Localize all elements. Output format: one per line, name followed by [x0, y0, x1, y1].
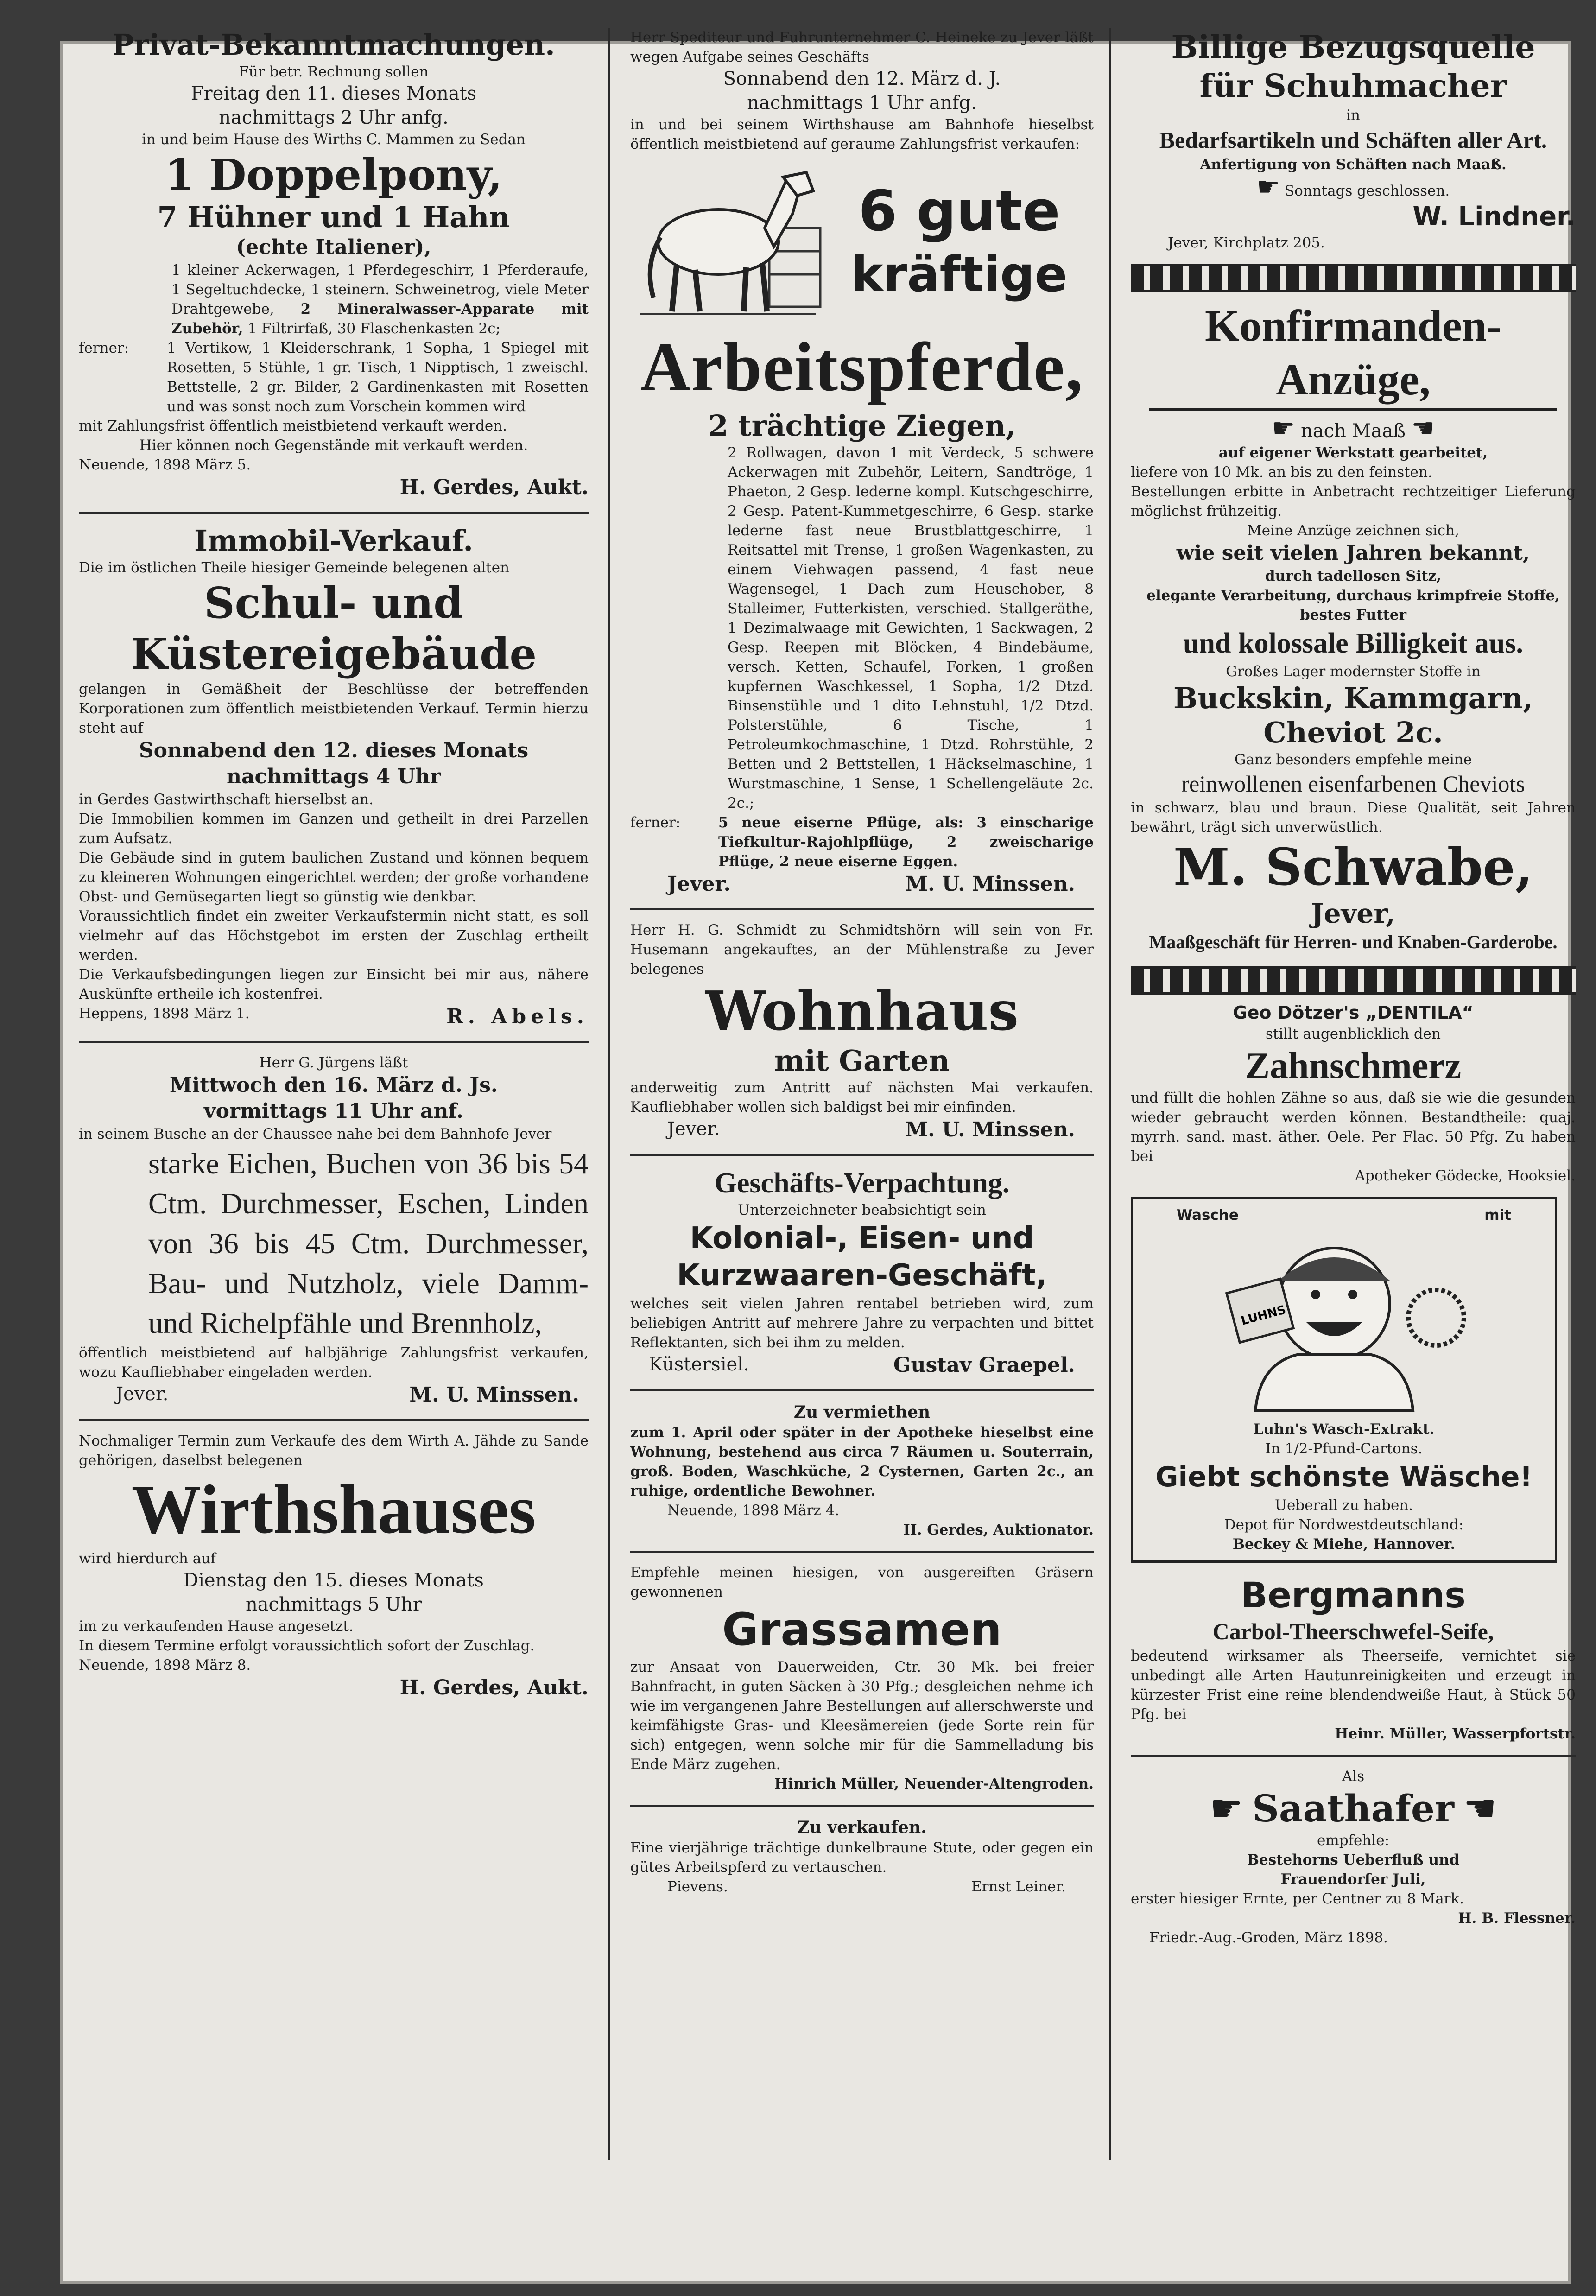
ad-title: Konfirmanden-Anzüge,: [1204, 301, 1502, 404]
ad-grassamen: [630, 1563, 1094, 1794]
ad-text: Eine vierjährige trächtige dunkelbraune Stute, oder gegen ein gütes Arbeitspferd zu vertauschen.: [630, 1839, 1094, 1876]
ad-holzverkauf: [79, 1053, 589, 1408]
ad-item-headline: kräftige: [851, 246, 1068, 303]
ad-highlight: Buckskin, Kammgarn,: [1173, 681, 1533, 715]
ad-product: Luhn's Wasch-Extrakt.: [1253, 1421, 1435, 1438]
ad-item-headline: starke Eichen, Buchen von 36 bis 54 Ctm. Durchmesser, Eschen, Linden von 36 bis 45 Ctm. Durchmesser, Bau- und Nutzholz, viele Damm- und Richelpfähle und Brennholz,: [148, 1147, 589, 1339]
ad-subtitle: mit Garten: [774, 1044, 950, 1078]
ad-title: Geo Dötzer's „DENTILA“: [1233, 1002, 1474, 1023]
ad-signature: Heinr. Müller, Wasserpfortstr.: [1335, 1725, 1576, 1742]
ad-text: zur Ansaat von Dauerweiden, Ctr. 30 Mk. bei freier Bahnfracht, in guten Säcken à 30 Pfg.; desgleichen nehme ich wie im vergangenen Jahre Bestellungen auf allerschwerste und keimfähigste Gras- und Kleesämereien (jede Sorte rein für sich) entgegen, wenn solche mir für die Sammelladung bis Ende März zugehen.: [630, 1659, 1094, 1773]
ad-item-headline: 1 Doppelpony,: [165, 150, 503, 200]
ad-text: In 1/2-Pfund-Cartons.: [1265, 1440, 1423, 1457]
ad-title: Bergmanns: [1241, 1574, 1466, 1616]
ad-text: Ueberall zu haben.: [1274, 1497, 1413, 1514]
luhns-box-text: LUHNS: [1239, 1303, 1288, 1328]
ad-time: nachmittags 5 Uhr: [245, 1594, 422, 1615]
ad-terms: mit Zahlungsfrist öffentlich meistbietend verkauft werden.: [79, 418, 507, 434]
ad-text: erster hiesiger Ernte, per Centner zu 8 Mark.: [1131, 1890, 1464, 1907]
ad-vermiethen: [630, 1402, 1094, 1540]
ad-item-headline: 6 gute: [858, 179, 1060, 244]
ad-signature: Apotheker Gödecke, Hooksiel.: [1355, 1167, 1576, 1184]
ad-text: zum 1. April oder später in der Apotheke hieselbst eine Wohnung, bestehend aus circa 7 Räumen u. Souterrain, groß. Boden, Waschküche, 2 Cysternen, Garten 2c., an ruhige, ordentliche Bewohner.: [630, 1424, 1094, 1499]
ad-signature: W. Lindner.: [1412, 202, 1576, 232]
ad-wohnhaus: [630, 920, 1094, 1143]
section-heading: Immobil-Verkauf.: [194, 524, 474, 558]
ad-signature-place: Jever.: [667, 872, 731, 896]
ad-date: Sonnabend den 12. März d. J.: [723, 68, 1001, 89]
ad-ferner: [630, 813, 1094, 871]
title-underline: [1149, 408, 1557, 411]
ad-terms: öffentlich meistbietend auf halbjährige Zahlungsfrist verkaufen, wozu Kaufliebhaber eingeladen werden.: [79, 1345, 589, 1381]
ad-text: Bestehorns Ueberfluß und: [1247, 1852, 1460, 1868]
ad-signature: M. U. Minssen.: [409, 1383, 579, 1407]
ad-text: Die Immobilien kommen im Ganzen und getheilt in drei Parzellen zum Aufsatz.: [79, 811, 589, 847]
ad-subtitle: Anfertigung von Schäften nach Maaß.: [1200, 156, 1507, 173]
ad-auction-doppelpony: [79, 28, 589, 501]
ad-signature-place: Küstersiel.: [649, 1354, 749, 1375]
ad-title: Kolonial-, Eisen- und Kurzwaaren-Geschäft,: [677, 1221, 1047, 1293]
ad-title: für Schuhmacher: [1199, 68, 1507, 105]
column-divider: [608, 28, 610, 2160]
pointing-hand-icon: ☛: [1256, 172, 1280, 202]
ad-signature: H. B. Flessner.: [1458, 1910, 1576, 1927]
ad-text: Die im östlichen Theile hiesiger Gemeinde belegenen alten: [79, 559, 510, 576]
ad-signature: M. U. Minssen.: [905, 872, 1075, 896]
ad-time: nachmittags 4 Uhr: [226, 765, 441, 788]
ad-dateline: Neuende, 1898 März 8.: [79, 1657, 251, 1674]
divider: [630, 1551, 1094, 1553]
divider: [79, 1041, 589, 1043]
ad-text: durch tadellosen Sitz,: [1265, 568, 1442, 584]
ad-date: Mittwoch den 16. März d. Js.: [169, 1073, 498, 1097]
ornament-border: [1131, 264, 1576, 292]
ferner-text: 5 neue eiserne Pflüge, als: 3 einscharige Tiefkultur-Rajohlpflüge, 2 zweischarige Pflüge, 2 neue eiserne Eggen.: [718, 814, 1094, 870]
ad-place: in und bei seinem Wirthshause am Bahnhofe hieselbst öffentlich meistbietend auf geraume Zahlungsfrist verkaufen:: [630, 116, 1094, 152]
ad-text: Depot für Nordwestdeutschland:: [1224, 1516, 1464, 1533]
ad-text: Großes Lager modernster Stoffe in: [1226, 663, 1481, 680]
ad-label: Wasche: [1177, 1207, 1239, 1224]
ad-item-headline: (echte Italiener),: [236, 235, 431, 259]
ferner-text: 1 Vertikow, 1 Kleiderschrank, 1 Sopha, 1 Spiegel mit Rosetten, 5 Stühle, 1 gr. Tisch, 1 Nipptisch, 1 zweischl. Bettstelle, 2 gr. Bilder, 2 Gardinenkasten mit Rosetten und was sonst noch zum Vorschein kommen wird: [167, 340, 589, 415]
ad-text: Nochmaliger Termin zum Verkaufe des dem Wirth A. Jähde zu Sande gehörigen, daselbst belegenen: [79, 1433, 589, 1469]
ferner-label: ferner:: [79, 340, 129, 356]
ad-signature-place: Pievens.: [667, 1878, 728, 1895]
ad-text: im zu verkaufenden Hause angesetzt.: [79, 1618, 354, 1635]
divider: [79, 512, 589, 514]
ad-list: 2 Rollwagen, davon 1 mit Verdeck, 5 schwere Ackerwagen mit Zubehör, Leitern, Sandtröge, 1 Phaeton, 2 Gesp. lederne kompl. Kutschgeschirre, 2 Gesp. Patent-Kummetgeschirre, 6 Gesp. starke lederne fast neue Brustblattgeschirre, 1 Reitsattel mit Trense, 1 großen Wagenkasten, zu einem Viehwagen passend, 4 fast neue Wagensegel, 1 Dach zum Heuschober, 8 Stalleimer, Futterkisten, verschied. Stallgeräthe, 1 Dezimalwaage mit Gewichten, 1 Sackwagen, 2 Gesp. Reepen mit Blöcken, 4 Bindebäume, versch. Ketten, Schaufel, Forken, 1 großen kupfernen Waschkessel, 1 Sopha, 1/2 Dtzd. Binsenstühle und 1 dito Lehnstuhl, 1/2 Dtzd. Polsterstühle, 6 Tische, 1 Petroleumkochmaschine, 1 Dtzd. Rohrstühle, 2 Betten und 2 Bettstellen, 1 Häckselmaschine, 1 Wurstmaschine, 1 Sense, 1 Schellengeläute 2c. 2c.;: [728, 444, 1094, 812]
ad-text: In diesem Termine erfolgt voraussichtlich sofort der Zuschlag.: [79, 1637, 535, 1654]
ad-highlight: und kolossale Billigkeit aus.: [1183, 628, 1523, 659]
divider: [79, 1419, 589, 1421]
ad-signature: Ernst Leiner.: [971, 1878, 1066, 1895]
ad-text: Für betr. Rechnung sollen: [239, 63, 429, 80]
ad-date: Freitag den 11. dieses Monats: [190, 83, 477, 104]
ad-company: Beckey & Miehe, Hannover.: [1232, 1536, 1456, 1553]
ad-text: Frauendorfer Juli,: [1280, 1871, 1426, 1888]
ad-signature: H. Gerdes, Aukt.: [399, 476, 589, 499]
ad-text: und füllt die hohlen Zähne so aus, daß sie wie die gesunden wieder gebraucht werden können. Bestandtheile: quaj. myrrh. sand. mast. äther. Oele. Per Flac. 50 Pfg. Zu haben bei: [1131, 1090, 1576, 1165]
ad-item-headline: 7 Hühner und 1 Hahn: [157, 200, 510, 234]
ad-subtitle: stillt augenblicklich den: [1265, 1026, 1441, 1042]
ad-luhns-wasch-extrakt: [1131, 1197, 1557, 1563]
ad-closed-line: [1131, 174, 1576, 201]
ad-text: anderweitig zum Antritt auf nächsten Mai verkaufen. Kaufliebhaber wollen sich baldigst bei mir einfinden.: [630, 1079, 1094, 1116]
ad-text: in Gerdes Gastwirthschaft hierselbst an.: [79, 791, 374, 808]
ad-title: Bedarfsartikeln und Schäften aller Art.: [1159, 127, 1547, 153]
ad-note: Hier können noch Gegenstände mit verkauft werden.: [139, 437, 528, 454]
ad-title: Küstereigebäude: [130, 629, 537, 679]
ad-text: wird hierdurch auf: [79, 1550, 216, 1567]
ad-highlight: wie seit vielen Jahren bekannt,: [1176, 541, 1530, 565]
ad-place: in seinem Busche an der Chaussee nahe bei dem Bahnhofe Jever: [79, 1126, 552, 1142]
ad-text: elegante Verarbeitung, durchaus krimpfreie Stoffe, bestes Futter: [1146, 587, 1560, 623]
ad-signature: R. Abels.: [446, 1005, 589, 1028]
ad-signature: H. Gerdes, Aukt.: [399, 1676, 589, 1700]
column-right: [1131, 28, 1576, 2169]
ad-title: Arbeitspferde,: [640, 329, 1084, 406]
ad-place: in und beim Hause des Wirths C. Mammen zu Sedan: [141, 131, 526, 148]
divider: [630, 1805, 1094, 1807]
divider: [630, 1154, 1094, 1156]
ad-text: Meine Anzüge zeichnen sich,: [1247, 522, 1459, 539]
ad-title: Wirthshauses: [131, 1471, 536, 1548]
ad-text: Bestellungen erbitte in Anbetracht rechtzeitiger Lieferung möglichst frühzeitig.: [1131, 483, 1576, 520]
horse-illustration-icon: [630, 159, 825, 325]
ad-business: Maaßgeschäft für Herren- und Knaben-Garderobe.: [1149, 932, 1558, 952]
ad-text: Die Gebäude sind in gutem baulichen Zustand und können bequem zu kleineren Wohnungen eingerichtet werden; der große vorhandene Obst- und Gemüsegarten liegt so günstig wie denkbar.: [79, 850, 589, 905]
ad-title: Schul- und: [204, 578, 463, 628]
column-middle: [630, 28, 1094, 2169]
column-left: [79, 28, 589, 2169]
ad-title: Billige Bezugsquelle: [1171, 29, 1535, 66]
ad-list-bold: 2 Mineralwasser-Apparate mit Zubehör,: [171, 301, 589, 337]
ad-subtitle: 2 trächtige Ziegen,: [708, 409, 1016, 443]
ad-text: Sonntags geschlossen.: [1284, 183, 1450, 199]
ad-text: Empfehle meinen hiesigen, von ausgereiften Gräsern gewonnenen: [630, 1564, 1094, 1600]
ad-text: Als: [1342, 1768, 1365, 1785]
pointing-hand-icon: ☛: [1210, 1787, 1243, 1830]
section-heading: Privat-Bekanntmachungen.: [112, 28, 555, 62]
section-heading: Zu verkaufen.: [797, 1818, 927, 1837]
ornament-border: [1131, 966, 1576, 995]
ad-time: nachmittags 2 Uhr anfg.: [219, 107, 449, 128]
ad-dateline: Heppens, 1898 März 1.: [79, 1005, 250, 1022]
ad-signature: M. U. Minssen.: [905, 1118, 1075, 1142]
ad-text: gelangen in Gemäßheit der Beschlüsse der betreffenden Korporationen zum öffentlich meistbietenden Verkauf. Termin hierzu steht auf: [79, 681, 589, 736]
ad-text: Voraussichtlich findet ein zweiter Verkaufstermin nicht statt, es soll vielmehr auf das Höchstgebot im ersten der Zuschlag ertheilt werden.: [79, 908, 589, 964]
ad-highlight: reinwollenen eisenfarbenen Cheviots: [1181, 771, 1525, 797]
pointing-hand-icon: ☛: [1272, 413, 1295, 444]
pointing-hand-left-icon: ☚: [1411, 413, 1435, 444]
ad-dateline: Friedr.-Aug.-Groden, März 1898.: [1149, 1929, 1388, 1946]
divider: [630, 1389, 1094, 1391]
ad-dateline: Neuende, 1898 März 5.: [79, 457, 251, 473]
column-divider: [1109, 28, 1111, 2160]
ad-text: welches seit vielen Jahren rentabel betrieben wird, zum beliebigen Antritt auf mehrere Jahre zu verpachten und bittet Reflektanten, sich bei ihm zu melden.: [630, 1295, 1094, 1351]
divider: [1131, 1755, 1576, 1757]
ad-label: mit: [1484, 1207, 1511, 1224]
ad-text: bedeutend wirksamer als Theerseife, vernichtet sie unbedingt alle Arten Hautunreinigkeiten und erzeugt in kürzester Frist eine reine blendendweiße Haut, à Stück 50 Pfg. bei: [1131, 1648, 1576, 1723]
laughing-boy-illustration-icon: [1140, 1225, 1529, 1420]
ad-signature: H. Gerdes, Auktionator.: [903, 1522, 1094, 1538]
ad-highlight: Cheviot 2c.: [1263, 716, 1443, 749]
divider: [630, 908, 1094, 910]
ad-verpachtung: [630, 1166, 1094, 1378]
ad-time: nachmittags 1 Uhr anfg.: [747, 92, 977, 114]
ad-town: Jever,: [1311, 898, 1395, 929]
ad-text: auf eigener Werkstatt gearbeitet,: [1218, 444, 1488, 461]
ad-konfirmanden: [1131, 299, 1576, 955]
ad-signature-place: Jever.: [116, 1383, 169, 1405]
ad-text: empfehle:: [1317, 1832, 1390, 1849]
section-heading: Geschäfts-Verpachtung.: [714, 1167, 1010, 1199]
ad-title: Saathafer: [1252, 1787, 1454, 1830]
ad-signature-place: Jever.: [667, 1118, 720, 1140]
ad-text: Die Verkaufsbedingungen liegen zur Einsicht bei mir aus, nähere Auskünfte ertheile ich kostenfrei.: [79, 966, 589, 1002]
ad-signature: Gustav Graepel.: [893, 1353, 1075, 1377]
ad-date: Sonnabend den 12. dieses Monats: [139, 739, 529, 762]
ad-text: Unterzeichneter beabsichtigt sein: [738, 1202, 986, 1218]
ad-arbeitspferde: [630, 28, 1094, 897]
ad-list-text: 1 Filtrirfaß, 30 Flaschenkasten 2c;: [247, 320, 500, 337]
ad-signature: Hinrich Müller, Neuender-Altengroden.: [774, 1776, 1094, 1792]
ad-stute: [630, 1817, 1094, 1896]
ad-bergmanns-seife: [1131, 1574, 1576, 1744]
ad-line: [1131, 413, 1576, 444]
ad-text: nach Maaß: [1301, 420, 1406, 442]
ad-title: Wohnhaus: [705, 980, 1019, 1043]
ad-address: Jever, Kirchplatz 205.: [1168, 235, 1325, 251]
ad-immobil-verkauf: [79, 524, 589, 1030]
ad-text: in: [1346, 107, 1360, 124]
ad-ferner: [79, 338, 589, 416]
ad-text: Herr Spediteur und Fuhrunternehmer C. Heineke zu Jever läßt wegen Aufgabe seines Geschäfts: [630, 29, 1094, 65]
ad-dateline: Neuende, 1898 März 4.: [667, 1502, 840, 1519]
ad-wirthshaus: [79, 1431, 589, 1701]
ad-slogan: Giebt schönste Wäsche!: [1155, 1461, 1533, 1493]
ad-list: [79, 260, 589, 338]
ad-text: liefere von 10 Mk. an bis zu den feinsten.: [1131, 464, 1432, 481]
ad-subtitle: Carbol-Theerschwefel-Seife,: [1212, 1618, 1494, 1644]
ad-list-text: 1 kleiner Ackerwagen, 1 Pferdegeschirr, 1 Pferderaufe, 1 Segeltuchdecke, 1 steinern. Schweinetrog, viele Meter Drahtgewebe,: [171, 262, 589, 317]
ad-text: Herr G. Jürgens läßt: [259, 1054, 408, 1071]
ad-schuhmacher: [1131, 28, 1576, 253]
ad-text: Ganz besonders empfehle meine: [1234, 751, 1472, 768]
ad-saathafer: [1131, 1767, 1576, 1947]
section-heading: Zu vermiethen: [793, 1402, 931, 1422]
ad-highlight: Zahnschmerz: [1245, 1046, 1462, 1086]
ferner-label: ferner:: [630, 814, 681, 831]
pointing-hand-left-icon: ☚: [1463, 1787, 1497, 1830]
ad-dentila: [1131, 1001, 1576, 1186]
ad-title: Grassamen: [722, 1604, 1002, 1655]
ad-signature: M. Schwabe,: [1173, 837, 1533, 897]
ad-time: vormittags 11 Uhr anf.: [204, 1099, 463, 1123]
ad-text: Herr H. G. Schmidt zu Schmidtshörn will sein von Fr. Husemann angekauftes, an der Mühlenstraße zu Jever belegenes: [630, 922, 1094, 977]
ad-text: in schwarz, blau und braun. Diese Qualität, seit Jahren bewährt, trägt sich unverwüstlich.: [1131, 799, 1576, 836]
ad-date: Dienstag den 15. dieses Monats: [184, 1570, 484, 1591]
